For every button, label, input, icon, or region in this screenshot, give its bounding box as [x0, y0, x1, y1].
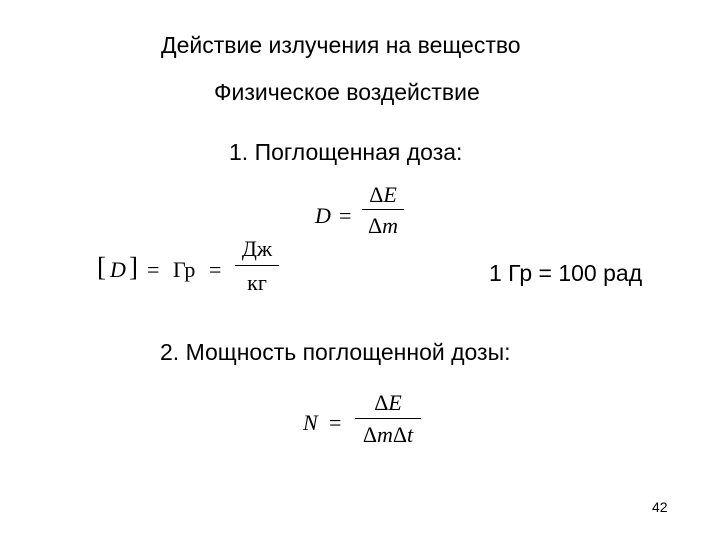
dose-variable: D: [110, 257, 126, 282]
fraction-numerator: [369, 184, 397, 206]
delta-symbol: Δ: [374, 390, 389, 415]
bracket-close: ]: [129, 252, 138, 282]
delta-symbol: Δ: [362, 422, 377, 448]
formula-lhs-variable: N: [303, 410, 318, 435]
slide-subtitle: Физическое воздействие: [214, 79, 480, 105]
slide-title: Действие излучения на вещество: [161, 32, 521, 58]
mass-variable: m: [382, 213, 399, 239]
formula-lhs-variable: D: [315, 203, 331, 228]
section-heading-dose-rate: 2. Мощность поглощенной дозы:: [160, 339, 511, 365]
kilogram-unit: кг: [247, 270, 267, 296]
energy-variable: E: [383, 182, 397, 207]
gray-rad-conversion: 1 Гр = 100 рад: [489, 260, 643, 286]
fraction-bar: [355, 418, 421, 419]
page-number: 42: [652, 499, 668, 515]
delta-symbol: Δ: [392, 422, 408, 448]
mass-variable: m: [376, 422, 393, 448]
formula-equals-sign: =: [339, 203, 352, 228]
bracket-open: [: [97, 252, 106, 282]
delta-symbol: Δ: [367, 213, 383, 239]
fraction-numerator: [374, 392, 402, 414]
fraction-bar: [235, 265, 279, 266]
delta-symbol: Δ: [369, 182, 384, 207]
formula-equals-sign: =: [329, 410, 342, 435]
time-variable: t: [407, 422, 414, 448]
energy-variable: E: [388, 390, 402, 415]
formula-fraction: [355, 392, 421, 446]
unit-equals-sign-2: =: [209, 257, 222, 282]
section-heading-absorbed-dose: 1. Поглощенная доза:: [229, 139, 463, 165]
unit-equals-sign: =: [147, 257, 160, 282]
fraction-denominator: [368, 215, 398, 237]
fraction-bar: [362, 209, 404, 210]
unit-fraction: [235, 238, 279, 294]
fraction-denominator: [363, 424, 413, 446]
joule-unit: Дж: [241, 236, 273, 261]
formula-fraction: [362, 184, 404, 237]
gray-unit: Гр: [173, 257, 196, 282]
